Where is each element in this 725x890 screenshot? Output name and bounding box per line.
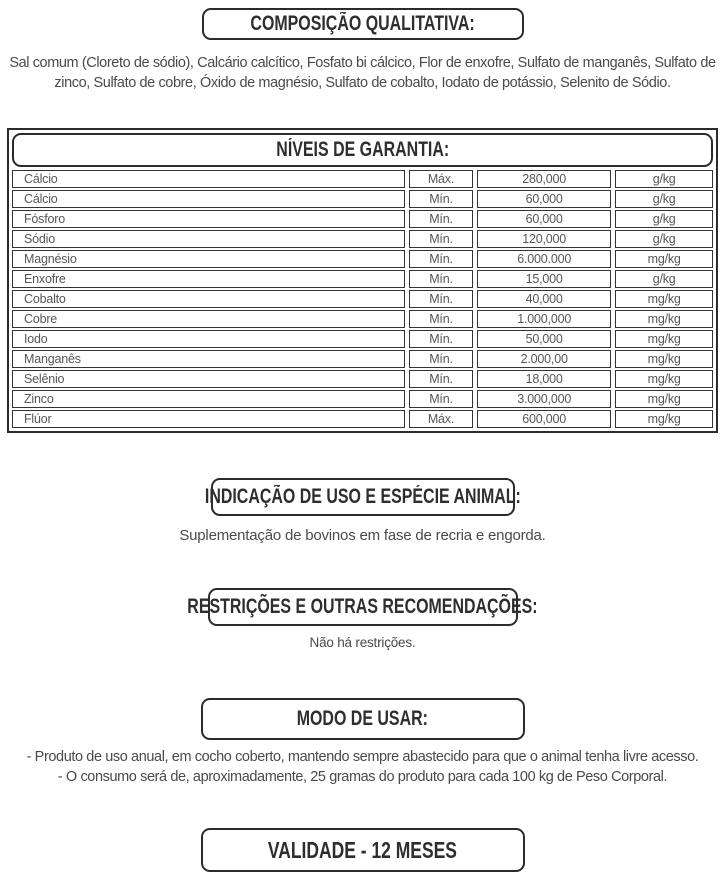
value-cell: 40,000 (477, 290, 611, 308)
limit-cell: Máx. (409, 410, 473, 428)
guarantee-rows (12, 170, 713, 428)
table-row (12, 290, 713, 308)
table-row (12, 170, 713, 188)
indication-title-box (204, 478, 521, 516)
unit-cell: mg/kg (615, 350, 713, 368)
nutrient-cell: Fósforo (12, 210, 405, 228)
unit-cell: g/kg (615, 210, 713, 228)
value-cell: 18,000 (477, 370, 611, 388)
value-cell: 120,000 (477, 230, 611, 248)
restrictions-text: Não há restrições. (309, 635, 416, 650)
table-row (12, 250, 713, 268)
usage-line-2: - O consumo será de, aproximadamente, 25 gramas do produto para cada 100 kg de Peso Corporal. (57, 769, 668, 785)
guarantee-title-box (12, 133, 713, 167)
unit-cell: g/kg (615, 170, 713, 188)
restrictions-title: RESTRIÇÕES E OUTRAS RECOMENDAÇÕES: (187, 595, 538, 618)
limit-cell: Mín. (409, 290, 473, 308)
indication-title: INDICAÇÃO DE USO E ESPÉCIE ANIMAL: (204, 485, 521, 508)
value-cell: 50,000 (477, 330, 611, 348)
unit-cell: mg/kg (615, 410, 713, 428)
nutrient-cell: Iodo (12, 330, 405, 348)
unit-cell: mg/kg (615, 310, 713, 328)
unit-cell: mg/kg (615, 250, 713, 268)
table-row (12, 370, 713, 388)
unit-cell: g/kg (615, 230, 713, 248)
table-row (12, 330, 713, 348)
usage-text (0, 747, 725, 787)
unit-cell: g/kg (615, 190, 713, 208)
value-cell: 3.000,000 (477, 390, 611, 408)
value-cell: 60,000 (477, 210, 611, 228)
nutrient-cell: Magnésio (12, 250, 405, 268)
table-row (12, 310, 713, 328)
nutrient-cell: Manganês (12, 350, 405, 368)
value-cell: 1.000,000 (477, 310, 611, 328)
table-row (12, 230, 713, 248)
table-row (12, 270, 713, 288)
nutrient-cell: Flúor (12, 410, 405, 428)
value-cell: 280,000 (477, 170, 611, 188)
limit-cell: Mín. (409, 210, 473, 228)
composition-title: COMPOSIÇÃO QUALITATIVA: (250, 12, 475, 35)
value-cell: 60,000 (477, 190, 611, 208)
limit-cell: Mín. (409, 330, 473, 348)
nutrient-cell: Sódio (12, 230, 405, 248)
table-row (12, 410, 713, 428)
nutrient-cell: Cobalto (12, 290, 405, 308)
limit-cell: Mín. (409, 270, 473, 288)
unit-cell: mg/kg (615, 290, 713, 308)
table-row (12, 390, 713, 408)
usage-title-box (201, 698, 525, 740)
nutrient-cell: Cobre (12, 310, 405, 328)
table-row (12, 190, 713, 208)
limit-cell: Mín. (409, 310, 473, 328)
nutrient-cell: Cálcio (12, 170, 405, 188)
table-row (12, 210, 713, 228)
limit-cell: Mín. (409, 370, 473, 388)
usage-line-1: - Produto de uso anual, em cocho coberto, mantendo sempre abastecido para que o animal tenha livre acesso. (26, 749, 699, 765)
unit-cell: mg/kg (615, 330, 713, 348)
usage-title: MODO DE USAR: (296, 707, 429, 730)
limit-cell: Mín. (409, 350, 473, 368)
value-cell: 6.000.000 (477, 250, 611, 268)
indication-text: Suplementação de bovinos em fase de recria e engorda. (179, 527, 546, 544)
unit-cell: mg/kg (615, 370, 713, 388)
limit-cell: Mín. (409, 390, 473, 408)
unit-cell: mg/kg (615, 390, 713, 408)
limit-cell: Mín. (409, 230, 473, 248)
value-cell: 600,000 (477, 410, 611, 428)
validity-title-box (201, 828, 525, 872)
limit-cell: Máx. (409, 170, 473, 188)
value-cell: 2.000,00 (477, 350, 611, 368)
table-row (12, 350, 713, 368)
restrictions-title-box (187, 588, 538, 626)
validity-title: VALIDADE - 12 MESES (267, 836, 458, 863)
composition-title-box (202, 8, 524, 40)
guarantee-title: NÍVEIS DE GARANTIA: (276, 138, 449, 161)
guarantee-table (7, 128, 718, 433)
nutrient-cell: Selênio (12, 370, 405, 388)
limit-cell: Mín. (409, 250, 473, 268)
nutrient-cell: Zinco (12, 390, 405, 408)
limit-cell: Mín. (409, 190, 473, 208)
nutrient-cell: Cálcio (12, 190, 405, 208)
unit-cell: g/kg (615, 270, 713, 288)
value-cell: 15,000 (477, 270, 611, 288)
nutrient-cell: Enxofre (12, 270, 405, 288)
composition-text: Sal comum (Cloreto de sódio), Calcário calcítico, Fosfato bi cálcico, Flor de enxofre, Sulfato de manganês, Sulfato de zinco, Sulfato de cobre, Óxido de magnésio, Sulfato de cobalto, Iodato de potássio, Selenito de Sódio. (9, 55, 716, 91)
